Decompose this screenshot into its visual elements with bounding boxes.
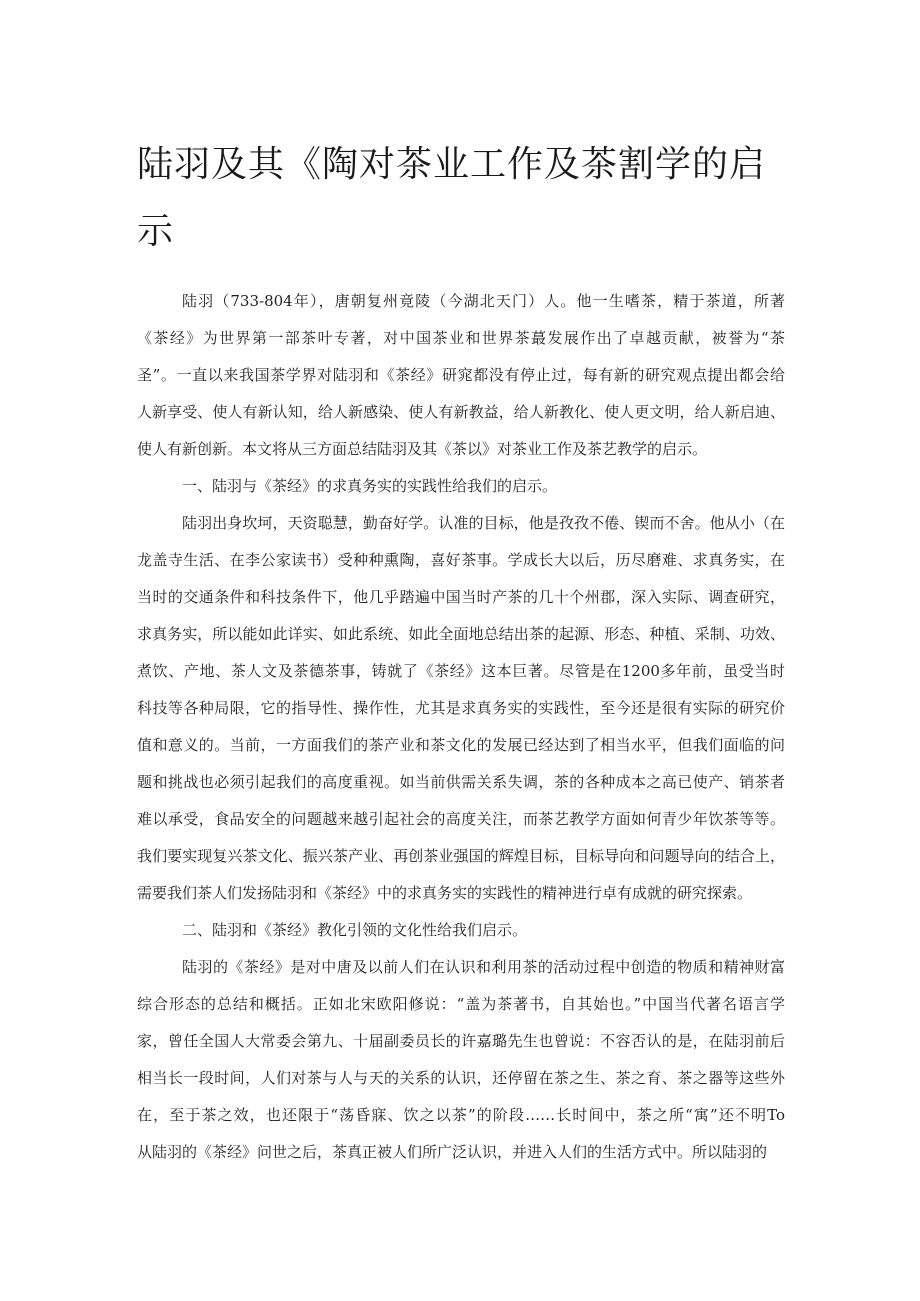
text-line: 陆羽的《茶经》是对中唐及以前人们在认识和利用茶的活动过程中创造的物质和精神财富 [182,958,785,976]
text-line: 陆羽（733-804年），唐朝复州竟陵（今湖北天门）人。他一生嗜茶，精于茶道，所著 [182,292,785,310]
paragraph [137,505,785,912]
text-line: 求真务实，所以能如此详实、如此系统、如此全面地总结出茶的起源、形态、种植、采制、功效、 [137,625,785,643]
text-line: 使人有新创新。本文将从三方面总结陆羽及其《茶以》对茶业工作及茶艺教学的启示。 [137,440,708,458]
text-line: 圣”。一直以来我国茶学界对陆羽和《茶经》研窕都没有停止过，每有新的研究观点提出都会给 [137,366,785,384]
text-line: 二、陆羽和《茶经》教化引领的文化性给我们启示。 [182,921,528,939]
text-line: 陆羽出身坎坷，天资聪慧，勤奋好学。认准的目标，他是孜孜不倦、锲而不舍。他从小（在 [182,514,785,532]
text-line: 从陆羽的《茶经》问世之后，茶真正被人们所广泛认识，并进入人们的生活方式中。所以陆羽的 [137,1143,768,1161]
text-line: 人新享受、使人有新认知，给人新感染、使人有新教益，给人新教化、使人更文明，给人新启迪、 [137,403,785,421]
paragraph [137,912,785,949]
text-line: 《茶经》为世界第一部茶叶专著，对中国茶业和世界茶蕞发展作出了卓越贡献，被誉为“茶 [137,329,785,347]
text-line: 龙盖寺生活、在李公家读书）受种种熏陶，喜好茶事。学成长大以后，历尽磨难、求真务实，在 [137,551,785,569]
document-body [137,283,785,1171]
text-line: 需要我们茶人们发扬陆羽和《茶经》中的求真务实的实践性的精神进行卓有成就的研究探索。 [137,884,753,902]
text-line: 值和意义的。当前，一方面我们的茶产业和茶文化的发展已经达到了相当水平，但我们面临的问 [137,736,785,754]
text-line: 一、陆羽与《茶经》的求真务实的实践性给我们的启示。 [182,477,558,495]
text-line: 煮饮、产地、茶人文及茶德茶事，铸就了《茶经》这本巨著。尽管是在1200多年前，虽受当时 [137,662,785,680]
text-line: 我们要实现复兴茶文化、振兴茶产业、再创茶业强国的辉煌目标，目标导向和问题导向的结合上， [137,847,785,865]
text-line: 相当长一段时间，人们对茶与人与天的关系的认识，还停留在茶之生、茶之育、茶之器等这些外 [137,1069,785,1087]
text-line: 在，至于茶之效，也还限于“荡昏寐、饮之以茶”的阶段……长时间中，茶之所“寓”还不明To [137,1106,785,1124]
paragraph [137,949,785,1171]
document-title-line-1: 陆羽及其《陶对茶业工作及茶割学的启 [137,144,767,185]
text-line: 综合形态的总结和概括。正如北宋欧阳修说：“盖为茶著书，自其始也。”中国当代著名语言学 [137,995,785,1013]
text-line: 题和挑战也必须引起我们的高度重视。如当前供需关系失调，茶的各种成本之高已使产、销茶者 [137,773,785,791]
paragraph [137,468,785,505]
paragraph [137,283,785,468]
text-line: 家，曾任全国人大常委会第九、十届副委员长的许嘉璐先生也曾说：不容否认的是，在陆羽前后 [137,1032,785,1050]
document-title-line-2: 示 [137,211,175,252]
text-line: 科技等各种局限，它的指导性、操作性，尤其是求真务实的实践性，至今还是很有实际的研究价 [137,699,785,717]
text-line: 难以承受，食品安全的问题越来越引起社会的高度关注，而茶艺教学方面如何青少年饮茶等等。 [137,810,785,828]
text-line: 当时的交通条件和科技条件下，他几乎踏遍中国当时产茶的几十个州郡，深入实际、调查研究， [137,588,785,606]
